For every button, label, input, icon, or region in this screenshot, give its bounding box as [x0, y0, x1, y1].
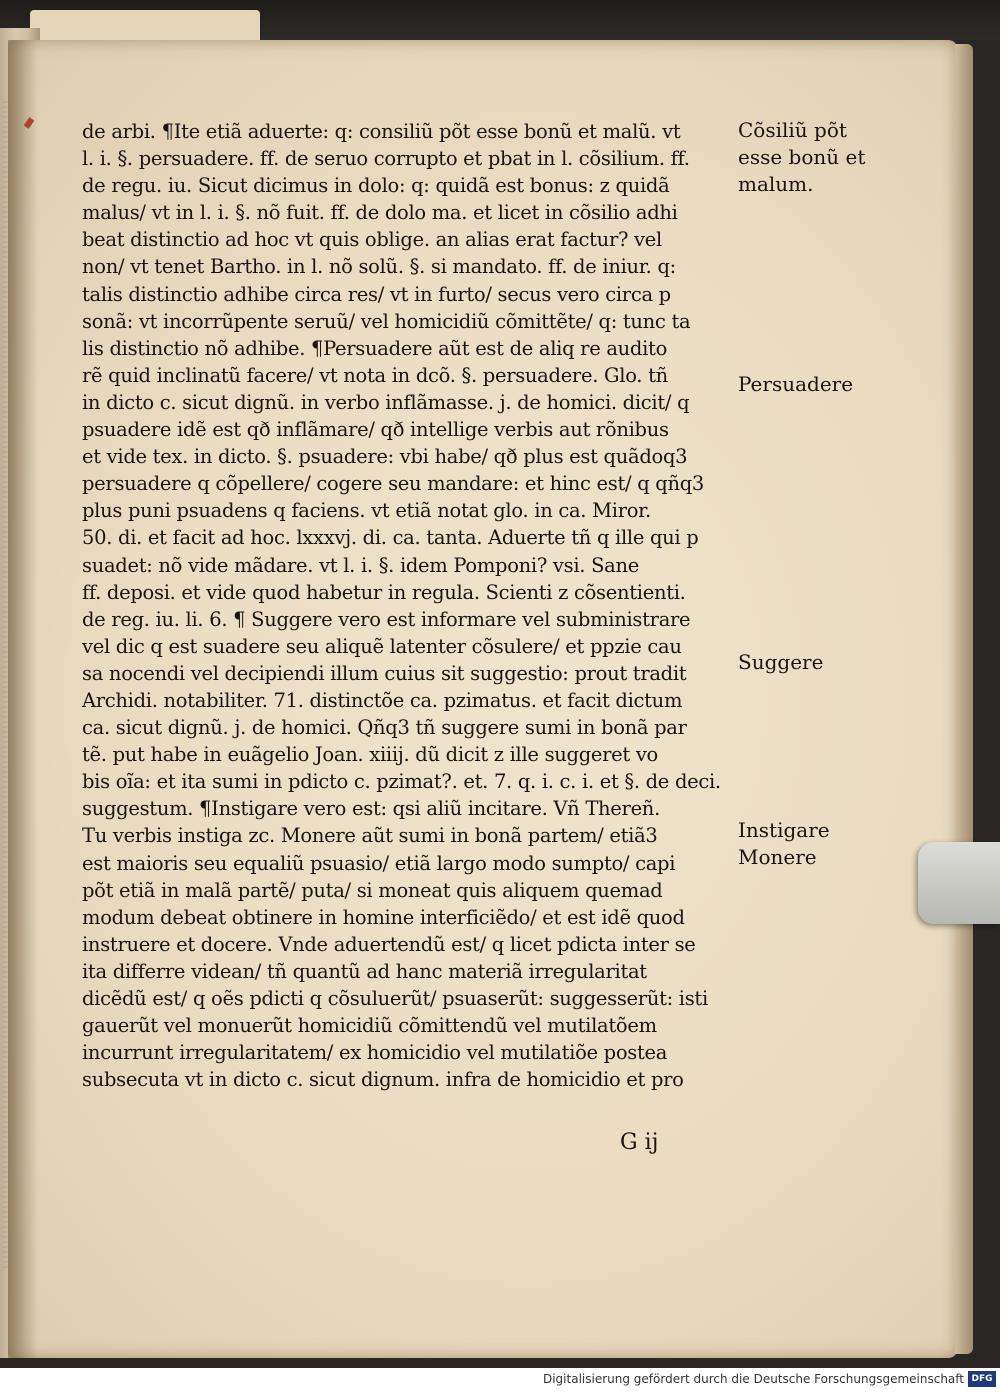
text-line: Archidi. notabiliter. 71. distinctõe ca. pzimatus. et facit dictum — [82, 688, 683, 712]
page-clip — [918, 842, 1000, 924]
text-line: suggestum. ¶Instigare vero est: qsi aliũ incitare. Vñ Thereñ. — [82, 797, 660, 821]
text-line: de regu. iu. Sicut dicimus in dolo: q: quidã est bonus: z quidã — [82, 174, 670, 198]
margin-note-persuadere: Persuadere — [738, 372, 854, 396]
text-line: plus puni psuadens q faciens. vt etiã notat glo. in ca. Miror. — [82, 499, 651, 523]
text-line: talis distinctio adhibe circa res/ vt in furto/ secus vero circa p — [82, 282, 671, 306]
text-line: bis oĩa: et ita sumi in pdicto c. pzimat?. et. 7. q. i. c. i. et §. de deci. — [82, 770, 721, 794]
text-line: modum debeat obtinere in homine interficiẽdo/ et est idẽ quod — [82, 905, 685, 929]
text-line: ca. sicut dignũ. j. de homici. Qñq3 tñ suggere sumi in bonã par — [82, 716, 687, 740]
margin-note-consilium: Cõsiliũ põt — [738, 118, 847, 142]
margin-note-monere: Monere — [738, 845, 817, 869]
text-line: de arbi. ¶Ite etiã aduerte: q: consiliũ põt esse bonũ et malũ. vt — [82, 120, 681, 143]
text-line: lis distinctio nõ adhibe. ¶Persuadere aũt est de aliq re audito — [82, 336, 668, 360]
text-line: 50. di. et facit ad hoc. lxxxvj. di. ca. tanta. Aduerte tñ q ille qui p — [82, 526, 699, 550]
page-gutter — [8, 40, 38, 1358]
margin-note-suggere: Suggere — [738, 650, 824, 674]
text-line: Tu verbis instiga zc. Monere aũt sumi in bonã partem/ etiã3 — [82, 824, 658, 848]
text-line: sa nocendi vel decipiendi illum cuius sit suggestio: prout tradit — [82, 661, 687, 685]
text-line: instruere et docere. Vnde aduertendũ est/ q licet pdicta inter se — [82, 932, 696, 956]
text-line: suadet: nõ vide mãdare. vt l. i. §. idem Pomponi? vsi. Sane — [82, 553, 639, 577]
margin-note-instigare: Instigare — [738, 818, 830, 842]
signature-mark: G ij — [620, 1130, 659, 1155]
text-line: in dicto c. sicut dignũ. in verbo inflãmasse. j. de homici. dicit/ q — [82, 390, 690, 414]
text-line: est maioris seu equaliũ psuasio/ etiã largo modo sumpto/ capi — [82, 851, 676, 875]
margin-note-consilium: malum. — [738, 172, 814, 196]
text-line: dicẽdũ est/ q oẽs pdicti q cõsuluerũt/ psuaserũt: suggesserũt: isti — [82, 987, 708, 1010]
text-line: gauerũt vel monuerũt homicidiũ cõmittendũ vel mutilatõem — [82, 1014, 657, 1038]
text-line: vel dic q est suadere seu aliquẽ latenter cõsulere/ et ppzie cau — [82, 634, 682, 658]
text-line: et vide tex. in dicto. §. psuadere: vbi habe/ qð plus est quãdoq3 — [82, 445, 688, 469]
text-line: sonã: vt incorrũpente seruũ/ vel homicidiũ cõmittẽte/ q: tunc ta — [82, 309, 691, 333]
text-line: põt etiã in malã partẽ/ puta/ si moneat quis aliquem quemad — [82, 878, 663, 902]
text-line: ff. deposi. et vide quod habetur in regula. Scienti z cõsentienti. — [82, 580, 686, 604]
text-line: persuadere q cõpellere/ cogere seu mandare: et hinc est/ q qñq3 — [82, 472, 705, 496]
text-line: incurrunt irregularitatem/ ex homicidio vel mutilatiõe postea — [82, 1041, 668, 1065]
footer-bar — [0, 1368, 1000, 1392]
text-line: de reg. iu. li. 6. ¶ Suggere vero est informare vel subministrare — [82, 607, 691, 631]
main-text-block — [82, 118, 732, 1093]
funding-credit: Digitalisierung gefördert durch die Deutsche Forschungsgemeinschaft — [542, 1372, 964, 1386]
text-line: l. i. §. persuadere. ff. de seruo corrupto et pbat in l. cõsilium. ff. — [82, 147, 690, 171]
text-line: tẽ. put habe in euãgelio Joan. xiiij. dũ dicit z ille suggeret vo — [82, 743, 658, 767]
text-line: beat distinctio ad hoc vt quis oblige. an alias erat factur? vel — [82, 228, 662, 252]
margin-note-consilium: esse bonũ et — [738, 145, 866, 169]
text-line: malus/ vt in l. i. §. nõ fuit. ff. de dolo ma. et licet in cõsilio adhi — [82, 201, 678, 225]
text-line: ita differre videan/ tñ quantũ ad hanc materiã irregularitat — [82, 959, 647, 983]
page-fore-edge — [955, 44, 973, 1354]
dfg-logo: DFG — [968, 1371, 996, 1387]
text-line: rẽ quid inclinatũ facere/ vt nota in dcõ. §. persuadere. Glo. tñ — [82, 363, 668, 387]
text-line: non/ vt tenet Bartho. in l. nõ solũ. §. si mandato. ff. de iniur. q: — [82, 255, 676, 279]
text-line: psuadere idẽ est qð inflãmare/ qð intellige verbis aut rõnibus — [82, 418, 669, 442]
text-line: subsecuta vt in dicto c. sicut dignum. infra de homicidio et pro — [82, 1068, 684, 1092]
